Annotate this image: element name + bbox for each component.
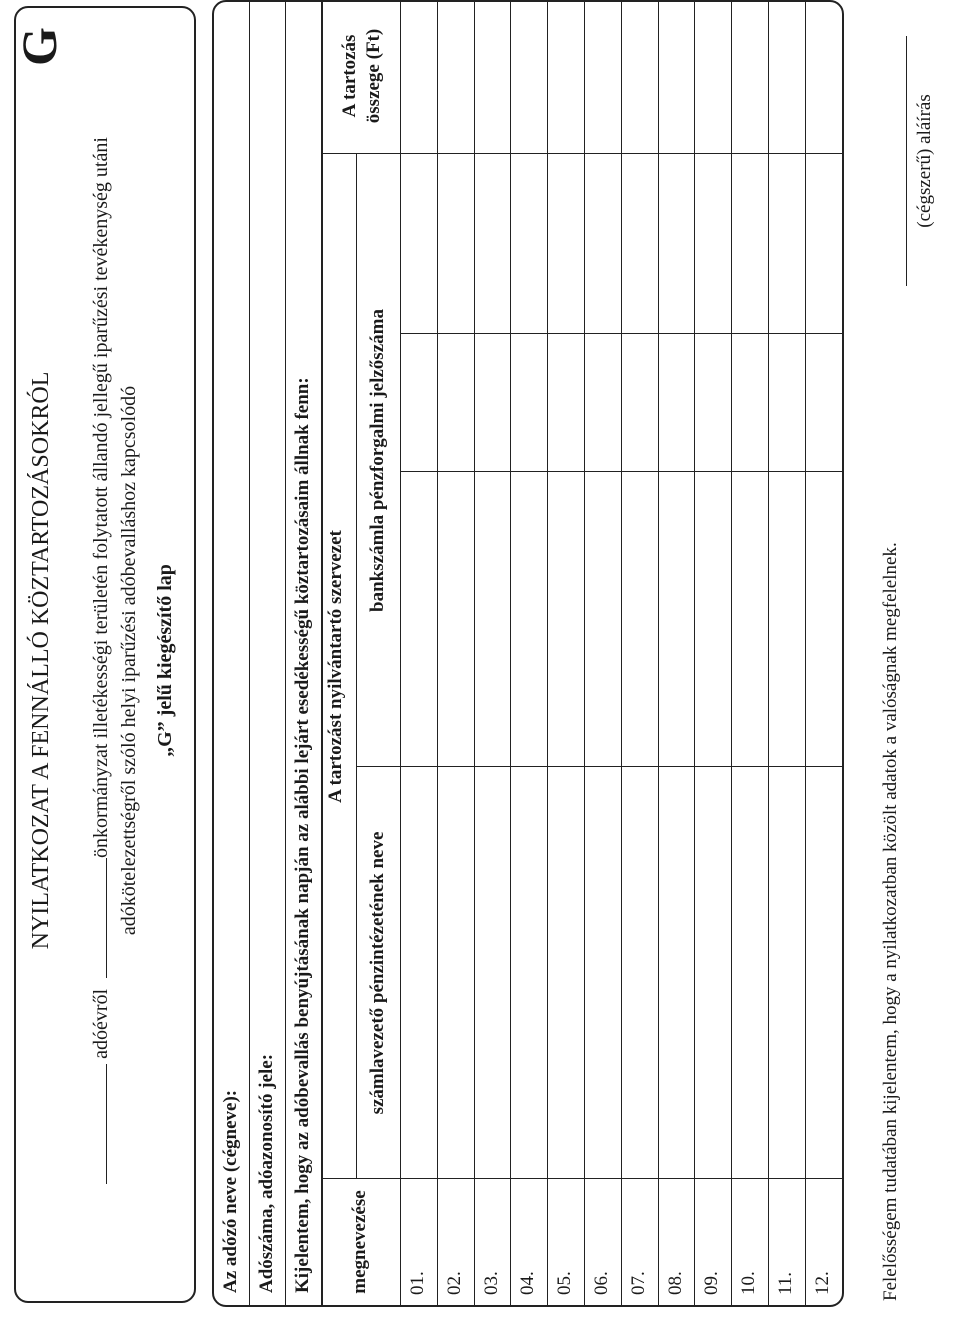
table-row-line: [621, 0, 622, 1305]
row-number: 10.: [738, 1271, 760, 1295]
col-divider-bank: [356, 766, 842, 767]
year-blank[interactable]: [106, 1064, 107, 1184]
table-row-line: [437, 0, 438, 1305]
row-number: 01.: [407, 1271, 428, 1295]
taxpayer-name-field[interactable]: [214, 2, 250, 1305]
municipality-blank[interactable]: [106, 858, 107, 978]
table-row-line: [805, 0, 806, 1305]
table-top-border: [322, 0, 323, 1305]
row-number: 08.: [664, 1271, 686, 1295]
col-header-name: megnevezése: [349, 1190, 370, 1294]
col-divider-name: [322, 1178, 842, 1179]
row-number: 12.: [811, 1271, 833, 1295]
form-letter: G: [11, 27, 67, 66]
col-divider-account: [322, 153, 842, 154]
table-row-line: [547, 0, 548, 1305]
row-number: 06.: [591, 1271, 612, 1295]
table-row-line: [768, 0, 769, 1305]
table-header-bottom: [400, 0, 401, 1305]
table-row-line: [731, 0, 732, 1305]
col-header-amount-2: összege (Ft): [363, 28, 384, 124]
form-subtitle: „G” jelű kiegészítő lap: [154, 564, 176, 757]
table-row-line: [510, 0, 511, 1305]
municipality-text: önkormányzat illetékességi területén folytatott állandó jellegű iparűzési tevékenység utáni: [90, 137, 112, 858]
signature-label: (cégszerű) aláírás: [914, 94, 935, 228]
declaration-row: [286, 2, 322, 1305]
row-number: 09.: [701, 1271, 723, 1295]
table-row-line: [474, 0, 475, 1305]
main-form-box: [212, 0, 844, 1307]
form-title: NYILATKOZAT A FENNÁLLÓ KÖZTARTOZÁSOKRÓL: [28, 371, 54, 950]
row-number: 07.: [627, 1271, 649, 1295]
row-number: 04.: [517, 1271, 539, 1295]
row-number: 05.: [554, 1271, 576, 1295]
col-header-amount-1: A tartozás: [339, 34, 360, 118]
table-row-line: [694, 0, 695, 1305]
declaration-text: Kijelentem, hogy az adóbevallás benyújtásának napján az alábbi lejárt esedékességű köztartozásaim állnak fenn:: [292, 377, 313, 1293]
row-number: 11.: [775, 1271, 796, 1295]
liability-statement: Felelősségem tudatában kijelentem, hogy a nyilatkozatban közölt adatok a valóságnak megfelelnek.: [880, 542, 901, 1301]
row-number: 02.: [443, 1271, 465, 1295]
table-row-line: [658, 0, 659, 1305]
col-header-bank: számlavezető pénzintézetének neve: [367, 831, 388, 1115]
tax-number-field[interactable]: [250, 2, 286, 1305]
header-line-year: [90, 0, 113, 1321]
tax-number-label: Adószáma, adóazonosító jele:: [256, 1053, 277, 1293]
col-header-account: bankszámla pénzforgalmi jelzőszáma: [367, 309, 388, 612]
year-label: adóévről: [90, 988, 112, 1059]
table-group-header: A tartozást nyilvántartó szervezet: [325, 530, 346, 803]
group-header-divider: [356, 154, 357, 1179]
row-number: 03.: [480, 1271, 502, 1295]
header-line-obligation: adókötelezettségről szóló helyi iparűzési adóbevalláshoz kapcsolódó: [118, 385, 140, 936]
table-row-line: [584, 0, 585, 1305]
taxpayer-name-label: Az adózó neve (cégneve):: [220, 1089, 241, 1293]
signature-line[interactable]: [906, 36, 907, 286]
